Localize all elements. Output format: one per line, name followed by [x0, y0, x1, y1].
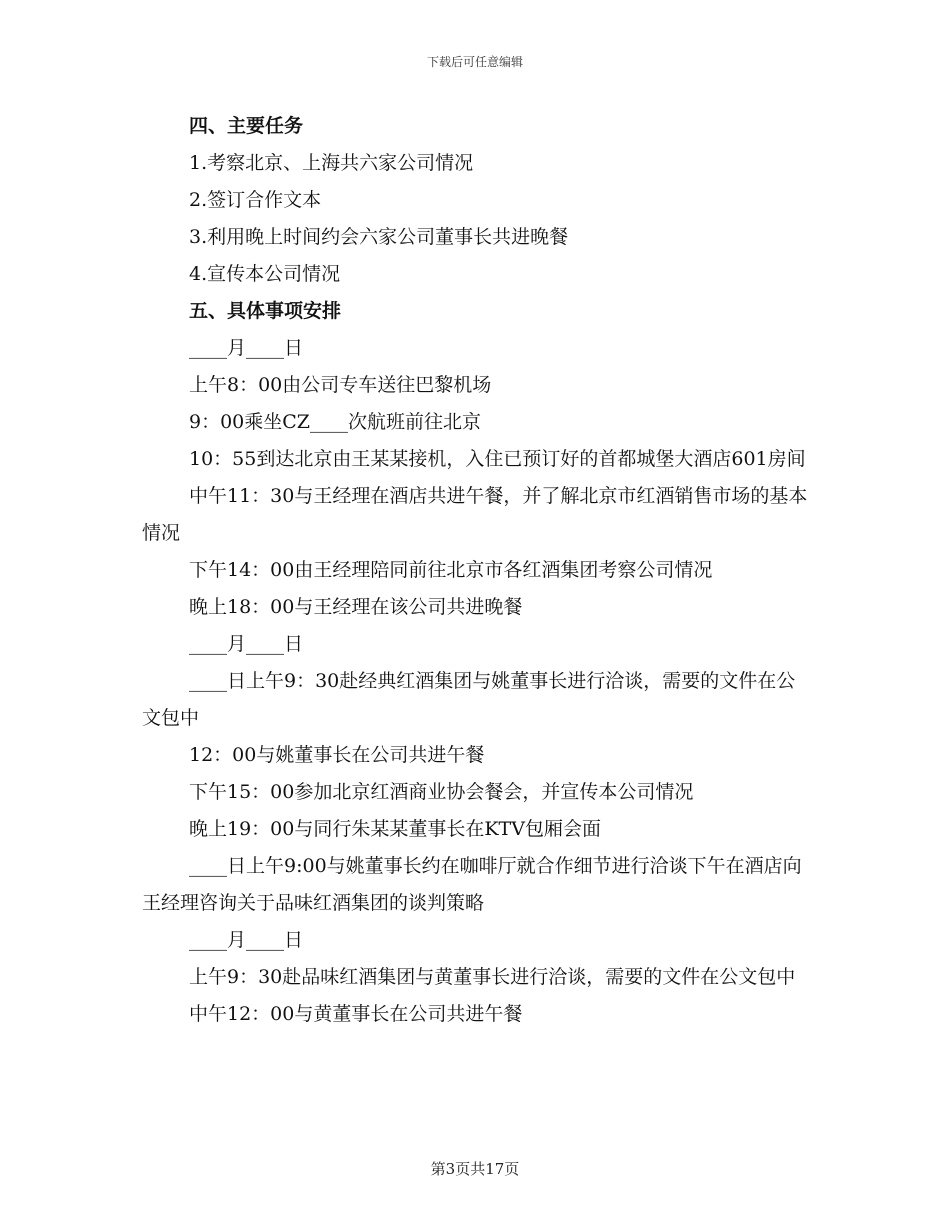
schedule-paragraph: 10：55到达北京由王某某接机，入住已预订好的首都城堡大酒店601房间 — [189, 448, 806, 470]
schedule-paragraph: ____日上午9:00与姚董事长约在咖啡厅就合作细节进行洽谈下午在酒店向王经理咨询关于品味红酒集团的谈判策略 — [142, 855, 802, 914]
schedule-paragraph: 下午15：00参加北京红酒商业协会餐会，并宣传本公司情况 — [189, 781, 694, 803]
schedule-paragraph: ____月____日 — [189, 337, 304, 359]
schedule-paragraph: 下午14：00由王经理陪同前往北京市各红酒集团考察公司情况 — [189, 559, 713, 581]
schedule-paragraph: 晚上19：00与同行朱某某董事长在KTV包厢会面 — [189, 818, 601, 840]
schedule-paragraph: 中午11：30与王经理在酒店共进午餐，并了解北京市红酒销售市场的基本情况 — [142, 485, 808, 544]
task-item: 1.考察北京、上海共六家公司情况 — [189, 152, 474, 174]
page-number: 第3页共17页 — [430, 1160, 520, 1178]
section-heading-schedule: 五、具体事项安排 — [189, 300, 342, 322]
schedule-paragraph: 晚上18：00与王经理在该公司共进晚餐 — [189, 596, 523, 618]
task-item: 2.签订合作文本 — [189, 189, 322, 211]
schedule-paragraph: 9：00乘坐CZ____次航班前往北京 — [189, 411, 482, 433]
task-item: 3.利用晚上时间约会六家公司董事长共进晚餐 — [189, 226, 569, 248]
document-body — [142, 108, 808, 1033]
schedule-paragraph: 上午8：00由公司专车送往巴黎机场 — [189, 374, 492, 396]
schedule-paragraph: ____月____日 — [189, 633, 304, 655]
schedule-paragraph: 中午12：00与黄董事长在公司共进午餐 — [189, 1003, 523, 1025]
schedule-paragraph: ____日上午9：30赴经典红酒集团与姚董事长进行洽谈，需要的文件在公文包中 — [142, 670, 796, 729]
schedule-paragraph: ____月____日 — [189, 929, 304, 951]
page-header-note: 下载后可任意编辑 — [426, 55, 523, 69]
task-item: 4.宣传本公司情况 — [189, 263, 341, 285]
schedule-paragraph: 上午9：30赴品味红酒集团与黄董事长进行洽谈，需要的文件在公文包中 — [189, 966, 796, 988]
schedule-paragraph: 12：00与姚董事长在公司共进午餐 — [189, 744, 485, 766]
section-heading-main-tasks: 四、主要任务 — [189, 115, 304, 137]
